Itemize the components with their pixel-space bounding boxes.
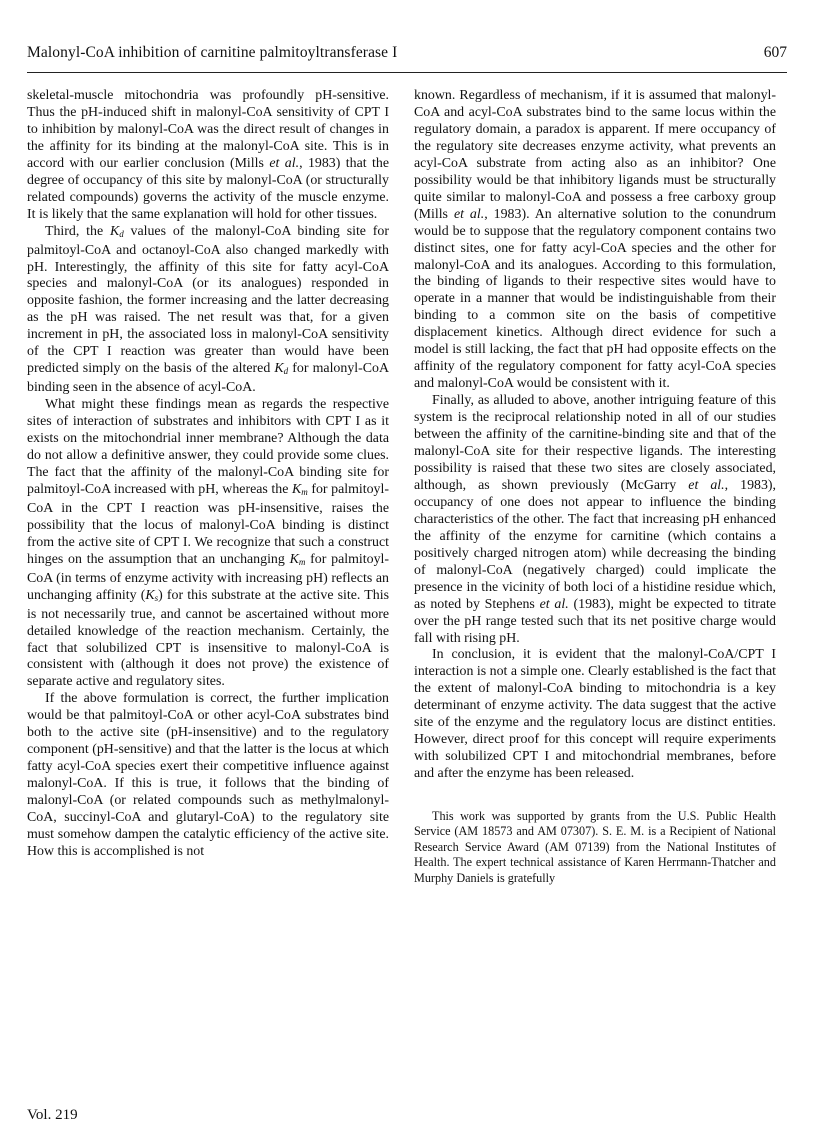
paragraph: Third, the $K_d$ values of the malonyl-CoA binding site for palmitoyl-CoA and octanoyl-CoA also changed markedly with pH. Interestingly, the affinity of this site for fatty acyl-CoA species and malonyl-CoA (or its analogues) responded in opposite fashion, the former increasing and the latter decreasing as the pH was raised. The net result was that, for a given increment in pH, the associated loss in malonyl-CoA sensitivity of the CPT I reaction was greater than would have been predicted simply on the basis of the altered $K_d$ for malonyl-CoA binding seen in the absence of acyl-CoA. (27, 223, 389, 396)
paragraph: Finally, as alluded to above, another intriguing feature of this system is the reciprocal relationship noted in all of our studies between the affinity of the carnitine-binding site and that of the malonyl-CoA site for their respective ligands. The interesting possibility is raised that these two sites are closely associated, although, as shown previously (McGarry et al., 1983), occupancy of one does not appear to influence the binding characteristics of the other. The fact that increasing pH enhanced the affinity of the enzyme for carnitine (which contains a positively charged nitrogen atom) while decreasing the binding of malonyl-CoA (negatively charged) could implicate the presence in the vicinity of both loci of a histidine residue which, as noted by Stephens et al. (1983), might be expected to titrate over the pH range tested such that its net positive charge would fall with rising pH. (414, 393, 777, 646)
paragraph: What might these findings mean as regards the respective sites of interaction of substrates and inhibitors with CPT I as it exists on the mitochondrial inner membrane? Although the data do not allow a definitive answer, they could provide some clues. The fact that the affinity of the malonyl-CoA binding site for palmitoyl-CoA increased with pH, whereas the $K_m$ for palmitoyl-CoA in the CPT I reaction was pH-insensitive, raises the possibility that the locus of malonyl-CoA binding is distinct from the active site of CPT I. We recognize that such a construct hinges on the assumption that an unchanging $K_m$ for palmitoyl-CoA (in terms of enzyme activity with increasing pH) reflects an unchanging affinity $(K_s)$ for this substrate at the active site. This is not necessarily true, and cannot be ascertained without more detailed knowledge of the reaction mechanism. Certainly, the fact that solubilized CPT is insensitive to malonyl-CoA is consistent with (although it does not prove) the existence of separate active and regulatory sites. (27, 397, 389, 690)
paragraph: skeletal-muscle mitochondria was profoundly pH-sensitive. Thus the pH-induced shift in malonyl-CoA sensitivity of CPT I to inhibition by malonyl-CoA was the direct result of changes in the affinity for its binding at the malonyl-CoA site. This is in accord with our earlier conclusion (Mills et al., 1983) that the degree of occupancy of this site by malonyl-CoA (or structurally related compounds) governs the activity of the muscle enzyme. It is likely that the same explanation will hold for other tissues. (27, 88, 389, 222)
paragraph: If the above formulation is correct, the further implication would be that palmitoyl-CoA or other acyl-CoA substrates bind both to the active site (pH-insensitive) and to the regulatory component (pH-sensitive) and that the latter is the locus at which fatty acyl-CoA species exert their competitive influence against malonyl-CoA. If this is true, it follows that the binding of malonyl-CoA (or related compounds such as methylmalonyl-CoA, succinyl-CoA and glutaryl-CoA) to the regulatory site must somehow dampen the catalytic efficiency of the active site. How this is accomplished is not (27, 691, 389, 859)
paragraph: known. Regardless of mechanism, if it is assumed that malonyl-CoA and acyl-CoA substrates bind to the same locus within the regulatory domain, a paradox is apparent. If mere occupancy of the regulatory site decreases enzyme activity, what prevents an acyl-CoA substrate from acting also as an inhibitor? One possibility would be that inhibitory ligands must be structurally quite similar to malonyl-CoA and possess a free carboxy group (Mills et al., 1983). An alternative solution to the conundrum would be to suppose that the regulatory component contains two distinct sites, one for fatty acyl-CoA species and the other for malonyl-CoA and its analogues. According to this formulation, the binding of ligands to their respective sites would have to operate in a manner that would be indistinguishable from their binding to a common site on the basis of competitive displacement kinetics. Although direct evidence for such a model is still lacking, the fact that pH had opposite effects on the affinity of the regulatory component for fatty acyl-CoA species and malonyl-CoA would be consistent with it. (414, 88, 776, 392)
volume-footer: Vol. 219 (27, 1107, 78, 1123)
running-title: Malonyl-CoA inhibition of carnitine palmitoyltransferase I (27, 44, 398, 61)
left-column (27, 88, 389, 861)
paragraph: In conclusion, it is evident that the malonyl-CoA/CPT I interaction is not a simple one. Clearly established is the fact that the extent of malonyl-CoA binding to mitochondria is a key determinant of enzyme activity. The data suggest that the active site of the enzyme and the regulatory locus are distinct entities. However, direct proof for this concept will require experiments with solubilized CPT I and mitochondrial membranes, before and after the enzyme has been released. (414, 647, 776, 782)
header-rule (27, 72, 787, 73)
acknowledgement: This work was supported by grants from the U.S. Public Health Service (AM 18573 and AM 07307). S. E. M. is a Recipient of National Research Service Award (AM 07139) from the National Institutes of Health. The expert technical assistance of Karen Herrmann-Thatcher and Murphy Daniels is gratefully (414, 809, 776, 885)
page-number: 607 (763, 44, 787, 61)
right-column (414, 88, 776, 886)
running-header (27, 44, 787, 70)
